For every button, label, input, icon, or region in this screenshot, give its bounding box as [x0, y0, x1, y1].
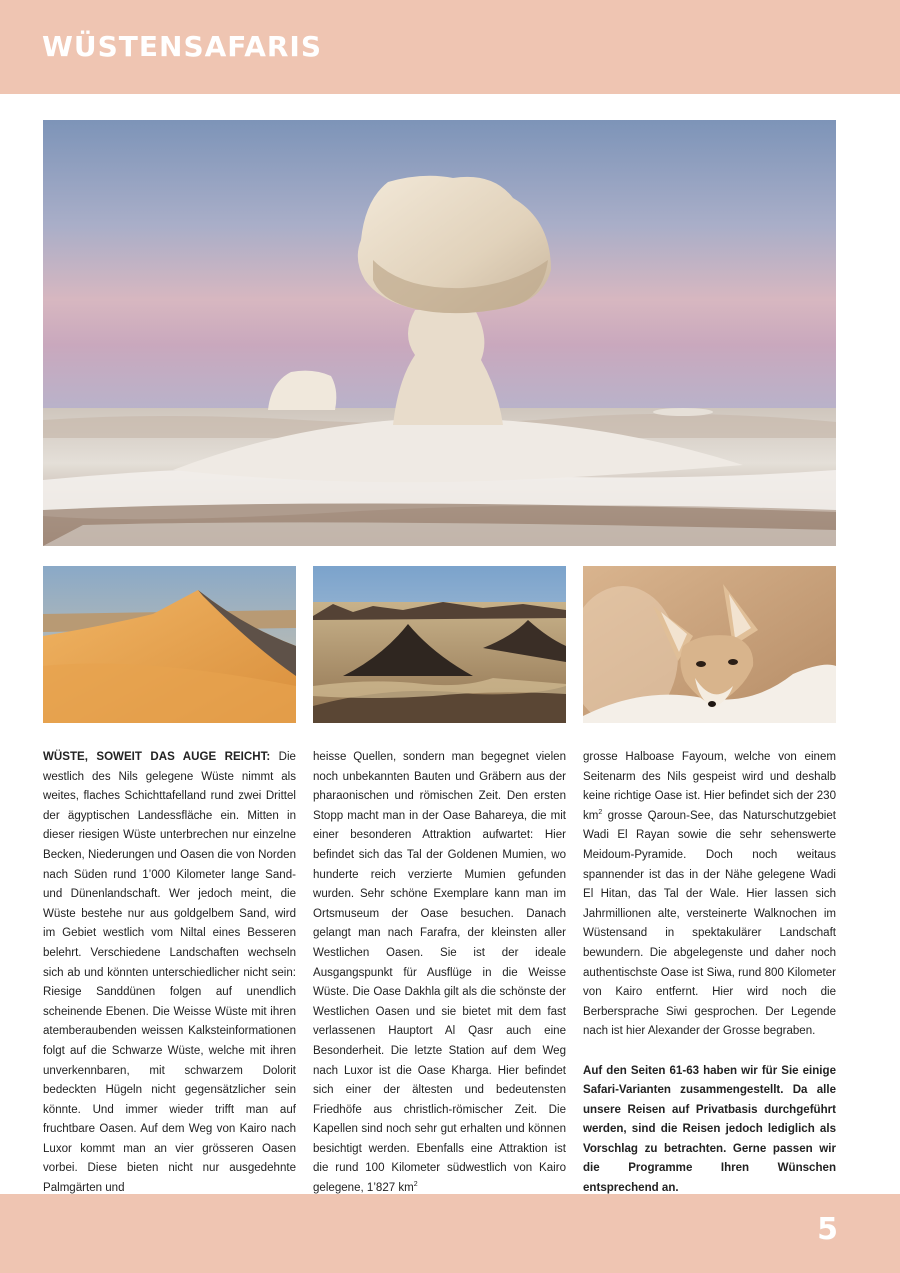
page-title: WÜSTENSAFARIS: [42, 30, 323, 63]
article-text-col2: heisse Quellen, sondern man begegnet vielen noch unbekannten Bauten und Gräbern aus der pharaonischen und römischen Zeit. Den ersten Stopp macht man in der Oase Bahareya, die mit einer besonderen Attraktion aufwartet: Hier befindet sich das Tal der Goldenen Mumien, wo hunderte reich verzierte Mumien gefunden wurden. Sehr schöne Exemplare kann man im Ortsmuseum der Oase besuchen. Danach gelangt man nach Farafra, der kleinsten aller Westlichen Oasen. Sie ist der ideale Ausgangspunkt für Ausflüge in die Weisse Wüste. Die Oase Dakhla gilt als die schönste der Westlichen Oasen und sie bietet mit dem fast verlassenen Hauptort Al Qasr auch eine Besonderheit. Die letzte Station auf dem Weg nach Luxor ist die Oase Kharga. Hier befindet sich einer der ältesten und bedeutensten Friedhöfe aus christlich-römischer Zeit. Die Kapellen sind noch sehr gut erhalten und können besichtigt werden. Ebenfalls eine Attraktion ist die rund 100 Kilometer südwestlich von Kairo gelegene, 1’827 km: [313, 751, 566, 1195]
sandduene-photo: [43, 566, 296, 723]
article-lead: WÜSTE, SOWEIT DAS AUGE REICHT:: [43, 751, 271, 763]
article-paragraph-oasen: [313, 748, 566, 1199]
header-band: [0, 0, 900, 94]
article-text-col1: Die westlich des Nils gelegene Wüste nimmt als weites, flaches Schichttafelland rund zwei Drittel der ägyptischen Landessfläche ein. Mitten in dieser riesigen Wüste unterbrechen nur einzelne Becken, Niederungen und Oasen die von Norden nach Süden rund 1’000 Kilometer lange Sand- und Dünenlandschaft. Wer jedoch meint, die Wüste bestehe nur aus goldgelbem Sand, wird im Gebiet westlich vom Niltal eines Besseren belehrt. Verschiedene Landschaften wechseln sich ab und könnten unterschiedlicher nicht sein: Riesige Sanddünen folgen auf unendlich scheinende Ebenen. Die Weisse Wüste mit ihren atemberaubenden weissen Kalksteinformationen folgt auf die Schwarze Wüste, welche mit ihren unverkennbaren, mit schwarzem Dolorit bedeckten Hügeln nicht gegensätzlicher sein könnte. Und immer wieder trifft man auf fruchtbare Oasen. Auf dem Weg von Kairo nach Luxor kommt man an vier grösseren Oasen vorbei. Diese bieten nicht nur ausgedehnte Palmgärten und: [43, 751, 296, 1195]
footer-band: [0, 1194, 900, 1273]
article-paragraph-fayoum: [583, 748, 836, 1042]
superscript: 2: [413, 1181, 418, 1189]
superscript: 2: [598, 808, 603, 816]
article-column-3: [583, 748, 836, 1199]
thumbnail-photo-fox: [583, 566, 836, 723]
paragraph-gap: [583, 1042, 836, 1062]
schwarze-wueste-photo: [313, 566, 566, 723]
article-text-col3-b: grosse Qaroun-See, das Naturschutzgebiet Wadi El Rayan sowie die sehr sehenswerte Meidoum-Pyramide. Doch noch weitaus spannender ist das in der Nähe gelegene Wadi El Hitan, das Tal der Wale. Hier lassen sich Jahrmillionen alte, versteinerte Walknochen im Wüstensand in spektakulärer Landschaft bewundern. Die abgelegenste und daher noch authentischste Oase ist Siwa, rund 800 Kilometer von Kairo entfernt. Hier wird noch die Berbersprache Siwi gesprochen. Der Legende nach ist hier Alexander der Grosse begraben.: [583, 809, 836, 1038]
article-paragraph-safari-info: Auf den Seiten 61-63 haben wir für Sie einige Safari-Varianten zusammengestellt. Da alle unsere Reisen auf Privatbasis durchgeführt werden, sind die Reisen jedoch lediglich als Vorschlag zu betrachten. Gerne passen wir die Programme Ihren Wünschen entsprechend an.: [583, 1064, 836, 1195]
wuestenfuchs-photo: [583, 566, 836, 723]
article-column-1: [43, 748, 296, 1199]
weisse-wueste-kalksteinformation-photo: [43, 120, 836, 546]
thumbnail-photo-dune: [43, 566, 296, 723]
page-number: 5: [817, 1212, 838, 1247]
hero-photo: [43, 120, 836, 546]
article-column-2: [313, 748, 566, 1199]
thumbnail-photo-black-desert: [313, 566, 566, 723]
article-text-col3-a: grosse Halboase Fayoum, welche von einem Seitenarm des Nils gespeist wird und deshalb keine richtige Oase ist. Hier befindet sich der 230 km: [583, 751, 836, 822]
article-paragraph-intro: [43, 748, 296, 1199]
